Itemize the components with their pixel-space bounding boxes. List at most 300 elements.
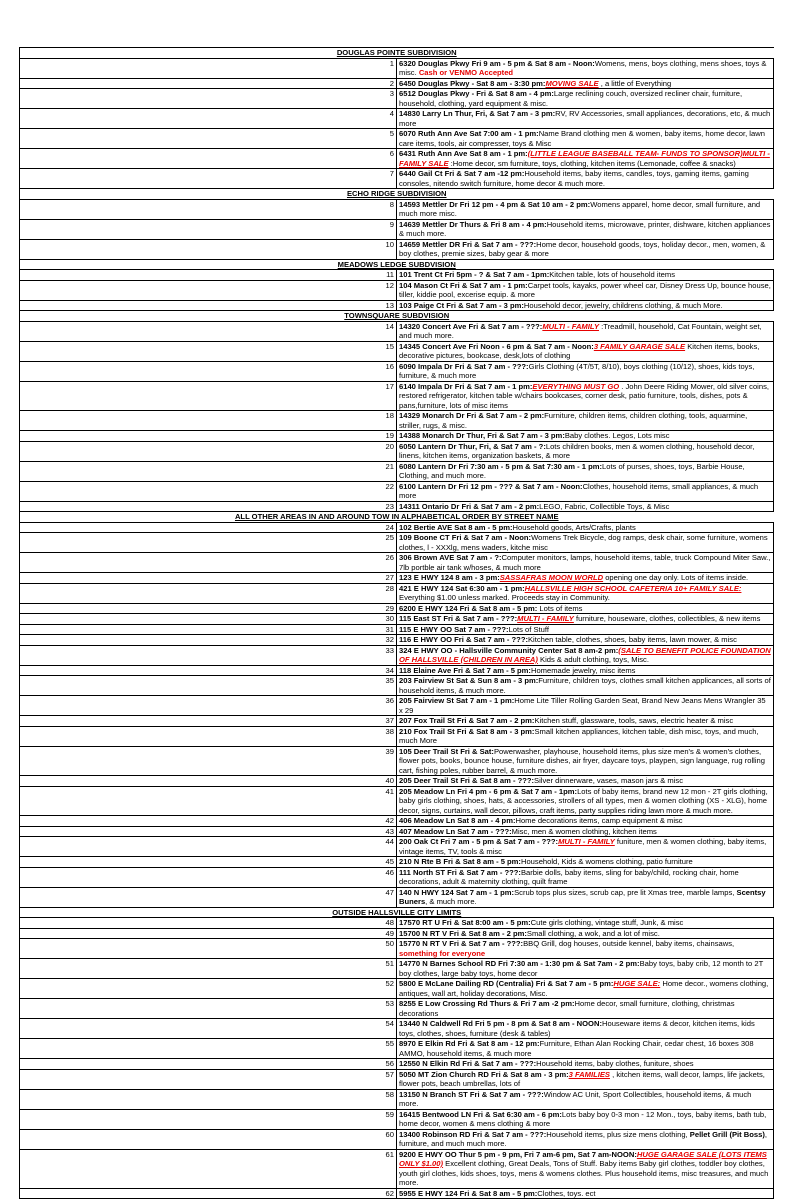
listing-row — [20, 411, 774, 431]
listing-row — [20, 716, 774, 727]
listing-items: Scrub tops plus sizes, scrub cap, pre lit Xmas tree, marble lamps, — [514, 887, 737, 897]
listing-items: Home decor., womens clothing, antiques, wall art, holiday decorations, Misc. — [399, 979, 769, 998]
listing-row — [20, 58, 774, 78]
listing-description — [397, 89, 774, 109]
listing-address: 324 E HWY OO - Hallsville Community Center Sat 8 am-2 pm: — [399, 645, 619, 655]
listing-description — [397, 816, 774, 827]
listing-number: 3 — [20, 89, 397, 109]
listing-row — [20, 149, 774, 169]
listing-description — [397, 199, 774, 219]
listing-address: 306 Brown AVE Sat 7 am - ?: — [399, 553, 502, 562]
listing-items: Furniture, children toys, clothes small kitchen applicances, all sorts of household items, & much more. — [399, 676, 771, 695]
listing-row — [20, 826, 774, 837]
listing-description — [397, 1129, 774, 1149]
listing-address: 5955 E HWY 124 Fri & Sat 8 am - 5 pm: — [399, 1188, 538, 1198]
listing-items: Kitchen items, books, decorative pictures, bookcase, desk,lots of clothing — [399, 341, 760, 360]
listing-description — [397, 481, 774, 501]
listing-row — [20, 78, 774, 89]
listing-row — [20, 1129, 774, 1149]
listing-address: 14770 N Barnes School RD Fri 7:30 am - 1:30 pm & Sat 7am - 2 pm: — [399, 959, 640, 968]
listing-highlight: 3 FAMILY GARAGE SALE — [593, 341, 686, 351]
listing-row — [20, 665, 774, 676]
listing-description — [397, 979, 774, 999]
listing-row — [20, 583, 774, 603]
listing-description — [397, 716, 774, 727]
listing-description — [397, 58, 774, 78]
listing-description — [397, 321, 774, 341]
listing-description — [397, 280, 774, 300]
listing-items: Houseware items & decor, kitchen items, kids toys, clothes, shoes, furniture (desk & tables) — [399, 1019, 755, 1038]
listing-row — [20, 361, 774, 381]
listing-description — [397, 857, 774, 868]
listing-items: funiture, men & women clothing, baby items, vintage items, TV, tools & misc — [399, 837, 767, 856]
listing-address: 6200 E HWY 124 Fri & Sat 8 am - 5 pm: — [399, 603, 538, 613]
listing-items: LEGO, Fabric, Collectible Toys, & Misc — [539, 501, 670, 511]
listing-highlight: EVERYTHING MUST GO — [532, 381, 620, 391]
listing-row — [20, 431, 774, 442]
listing-items: Womens apparel, home decor, small furniture, and much more misc. — [399, 199, 761, 218]
listing-highlight: (SALE TO BENEFIT POLICE FOUNDATION OF HALLSVILLE (CHILDREN IN AREA) — [399, 645, 771, 664]
listing-description — [397, 1149, 774, 1188]
listing-items: Baby toys, baby crib, 12 month to 2T boy clothes, large baby toys, home decor — [399, 959, 764, 978]
listing-address: 115 E HWY OO Sat 7 am - ???: — [399, 624, 509, 634]
listing-items-tail: , furniture, and much much more. — [399, 1129, 768, 1148]
listing-description — [397, 169, 774, 189]
listing-row — [20, 1109, 774, 1129]
listing-number: 44 — [20, 837, 397, 857]
listing-items: Lots baby boy 0-3 mon - 12 Mon., toys, baby items, bath tub, home decor, women & mens clothing & more — [399, 1109, 767, 1128]
listing-description — [397, 776, 774, 787]
listing-row — [20, 776, 774, 787]
listing-items: Baby clothes. Legos, Lots misc — [564, 431, 670, 440]
listing-number: 10 — [20, 239, 397, 259]
section-title: ALL OTHER AREAS IN AND AROUND TOW IN ALPHABETICAL ORDER BY STREET NAME — [20, 512, 774, 523]
listing-number: 16 — [20, 361, 397, 381]
listing-description — [397, 239, 774, 259]
listing-description — [397, 1089, 774, 1109]
listing-description — [397, 1039, 774, 1059]
listing-address: 407 Meadow Ln Sat 7 am - ???: — [399, 826, 512, 836]
listing-items: Household goods, Arts/Crafts, plants — [512, 522, 636, 532]
listing-address: 16415 Bentwood LN Fri & Sat 6:30 am - 6 pm: — [399, 1109, 562, 1119]
listing-items: RV, RV Accessories, small appliances, decorations, etc, & much more — [399, 109, 771, 128]
listing-row — [20, 645, 774, 665]
listing-row — [20, 746, 774, 776]
listing-number: 39 — [20, 746, 397, 776]
listing-items: Household decor, jewelry, childrens clothing, & much More. — [523, 300, 723, 310]
section-title: TOWNSQUARE SUBDVISION — [20, 311, 774, 322]
listing-address: 210 N Rte B Fri & Sat 8 am - 5 pm: — [399, 857, 521, 866]
listing-address: 6320 Douglas Pkwy Fri 9 am - 5 pm & Sat 8 am - Noon: — [399, 58, 595, 68]
listing-number: 7 — [20, 169, 397, 189]
listing-number: 17 — [20, 381, 397, 411]
listing-number: 31 — [20, 624, 397, 635]
listing-description — [397, 999, 774, 1019]
listing-number: 11 — [20, 270, 397, 281]
listing-description — [397, 583, 774, 603]
listing-highlight: HUGE SALE: — [613, 979, 661, 988]
listing-address: 123 E HWY 124 8 am - 3 pm: — [399, 573, 500, 582]
listing-address: 9200 E HWY OO Thur 5 pm - 9 pm, Fri 7 am-6 pm, Sat 7 am-NOON: — [399, 1149, 637, 1159]
listing-row — [20, 300, 774, 311]
listing-address: 6440 Gail Ct Fri & Sat 7 am -12 pm: — [399, 169, 525, 178]
listing-items: , kitchen items, wall decor, lamps, life jackets, flower pots, beach umbrellas, lots of — [399, 1069, 765, 1088]
listing-highlight: HUGE GARAGE SALE (LOTS ITEMS ONLY $1.00) — [399, 1149, 767, 1168]
listing-items: Womens, mens, boys clothing, mens shoes, toys & misc. — [399, 58, 767, 77]
listing-number: 52 — [20, 979, 397, 999]
listing-items: Home decor, household goods, toys, holiday decor., men, women, & boy clothes, premie sizes, baby gear & more — [399, 239, 766, 258]
listing-description — [397, 533, 774, 553]
listing-description — [397, 837, 774, 857]
listing-row — [20, 614, 774, 625]
listing-row — [20, 918, 774, 929]
listing-row — [20, 129, 774, 149]
listing-row — [20, 959, 774, 979]
listing-description — [397, 573, 774, 584]
listing-number: 27 — [20, 573, 397, 584]
listing-bold-item: Scentsy Buners — [399, 887, 766, 906]
listing-items: Lots of Stuff — [508, 624, 549, 634]
listing-address: 203 Fairview St Sat & Sun 8 am - 3 pm: — [399, 676, 539, 685]
listing-address: 6100 Lantern Dr Fri 12 pm - ??? & Sat 7 am - Noon: — [399, 481, 583, 491]
listing-items: Large reclining couch, oversized recliner chair, furniture, household, clothing, yard equipment & misc. — [399, 89, 743, 108]
listing-row — [20, 481, 774, 501]
listing-address: 12550 N Elkin Rd Fri & Sat 7 am - ???: — [399, 1059, 537, 1068]
section-header-row — [20, 907, 774, 918]
listing-number: 41 — [20, 786, 397, 816]
listing-red-note: Cash or VENMO Accepted — [418, 68, 514, 77]
listing-description — [397, 1019, 774, 1039]
listing-number: 18 — [20, 411, 397, 431]
listing-row — [20, 837, 774, 857]
listing-row — [20, 1019, 774, 1039]
listing-description — [397, 696, 774, 716]
listing-number: 24 — [20, 522, 397, 533]
listing-items: Household items, baby clothes, funiture, shoes — [536, 1059, 694, 1068]
listing-description — [397, 939, 774, 959]
section-header-row — [20, 259, 774, 270]
listing-items: Lots of purses, shoes, toys, Barbie House, Clothing, and much more. — [399, 461, 745, 480]
section-header-row — [20, 48, 774, 59]
listing-items: Window AC Unit, Sport Collectibles, household items, & much more. — [399, 1089, 752, 1108]
listing-number: 47 — [20, 887, 397, 907]
listing-row — [20, 816, 774, 827]
listing-address: 17570 RT U Fri & Sat 8:00 am - 5 pm: — [399, 918, 531, 927]
listing-description — [397, 441, 774, 461]
listing-row — [20, 461, 774, 481]
listing-number: 5 — [20, 129, 397, 149]
listing-items: Home decor, small furniture, clothing, christmas decorations — [399, 999, 735, 1018]
listing-row — [20, 1069, 774, 1089]
listing-address: 205 Deer Trail St Fri & Sat 8 am - ???: — [399, 776, 535, 785]
listing-description — [397, 676, 774, 696]
listing-address: 14659 Mettler DR Fri & Sat 7 am - ???: — [399, 239, 537, 249]
listing-items: Girls Clothing (4T/5T, 8/10), boys clothing (10/12), shoes, kids toys, furniture, & much more — [399, 361, 755, 380]
listing-items: Household items, baby items, candles, toys, gaming items, gaming consoles, nitendo switch furniture, home decor & much more. — [399, 169, 749, 188]
listing-number: 59 — [20, 1109, 397, 1129]
listing-address: 421 E HWY 124 Sat 6:30 am - 1 pm: — [399, 583, 525, 593]
listing-red-note: something for everyone — [399, 948, 486, 958]
listing-number: 4 — [20, 109, 397, 129]
listing-description — [397, 645, 774, 665]
section-title: OUTSIDE HALLSVILLE CITY LIMITS — [20, 907, 774, 918]
listing-row — [20, 1149, 774, 1188]
section-header-row — [20, 311, 774, 322]
listing-description — [397, 431, 774, 442]
listing-items: Barbie dolls, baby items, sling for baby/child, rocking chair, home decorations, adult & maternity clothing, quilt frame — [399, 867, 739, 886]
section-header-row — [20, 189, 774, 200]
listing-number: 35 — [20, 676, 397, 696]
section-header-row — [20, 512, 774, 523]
listing-row — [20, 928, 774, 939]
listing-number: 58 — [20, 1089, 397, 1109]
listing-row — [20, 522, 774, 533]
listing-number: 48 — [20, 918, 397, 929]
listing-row — [20, 676, 774, 696]
listing-description — [397, 553, 774, 573]
listing-row — [20, 501, 774, 512]
listing-highlight: (LITTLE LEAGUE BASEBALL TEAM- FUNDS TO SPONSOR)MULTI - FAMILY SALE — [399, 149, 770, 168]
listing-highlight: MOVING SALE — [545, 78, 599, 88]
listing-description — [397, 219, 774, 239]
listing-number: 54 — [20, 1019, 397, 1039]
listing-items: Small kitchen appliances, kitchen table, dish misc, toys, and much, much More — [399, 726, 759, 745]
listing-description — [397, 411, 774, 431]
listing-address: 115 East ST Fri & Sat 7 am - ???: — [399, 614, 518, 623]
listing-items: Furniture, Ethan Alan Rocking Chair, cedar chest, 16 boxes 308 AMMO, household items, & much more — [399, 1039, 754, 1058]
listing-description — [397, 381, 774, 411]
listing-address: 102 Bertie AVE Sat 8 am - 5 pm: — [399, 522, 513, 532]
listing-address: 6431 Ruth Ann Ave Sat 8 am - 1 pm: — [399, 149, 528, 158]
listing-address: 101 Trent Ct Fri 5pm - ? & Sat 7 am - 1pm: — [399, 270, 550, 279]
listing-number: 61 — [20, 1149, 397, 1188]
listing-description — [397, 501, 774, 512]
listing-items: Kitchen table, clothes, shoes, baby items, lawn mower, & misc — [527, 635, 737, 644]
listing-number: 9 — [20, 219, 397, 239]
listing-highlight: HALLSVILLE HIGH SCHOOL CAFETERIA 10+ FAMILY SALE: — [524, 583, 742, 593]
listing-row — [20, 857, 774, 868]
listing-number: 22 — [20, 481, 397, 501]
listing-description — [397, 78, 774, 89]
listing-address: 14639 Mettler Dr Thurs & Fri 8 am - 4 pm: — [399, 219, 547, 229]
listing-address: 109 Boone CT Fri & Sat 7 am - Noon: — [399, 533, 532, 542]
listing-address: 207 Fox Trail St Fri & Sat 7 am - 2 pm: — [399, 716, 535, 725]
listing-row — [20, 553, 774, 573]
listing-items: Home decorations items, camp equipment & misc — [515, 816, 683, 825]
listing-row — [20, 696, 774, 716]
listing-number: 50 — [20, 939, 397, 959]
listing-number: 25 — [20, 533, 397, 553]
listing-number: 2 — [20, 78, 397, 89]
listing-number: 46 — [20, 867, 397, 887]
listing-description — [397, 624, 774, 635]
listing-description — [397, 786, 774, 816]
listing-number: 42 — [20, 816, 397, 827]
listing-highlight: 3 FAMILIES — [568, 1069, 610, 1079]
listing-items: Misc, men & women clothing, kitchen items — [511, 826, 657, 836]
listing-address: 13440 N Caldwell Rd Fri 5 pm - 8 pm & Sat 8 am - NOON: — [399, 1019, 602, 1028]
listing-address: 6140 Impala Dr Fri & Sat 7 am - 1 pm: — [399, 381, 533, 391]
listing-items: Small clothing, a wok, and a lot of misc. — [526, 928, 660, 938]
listing-number: 23 — [20, 501, 397, 512]
listing-row — [20, 441, 774, 461]
listing-address: 13150 N Branch ST Fri & Sat 7 am - ???: — [399, 1089, 544, 1099]
listing-highlight: MULTI - FAMILY — [517, 614, 574, 623]
listing-row — [20, 341, 774, 361]
listing-row — [20, 999, 774, 1019]
listing-items: . John Deere Riding Mower, old silver coins, restored refrigerator, kitchen table w/chairs bookcases, corner desk, patio furniture, tools, dishes, pots & pans,furniture, lots of misc items — [399, 381, 769, 410]
listing-description — [397, 665, 774, 676]
listing-number: 8 — [20, 199, 397, 219]
listing-number: 13 — [20, 300, 397, 311]
listing-items: Silver dinnerware, vases, mason jars & misc — [534, 776, 684, 785]
listing-address: 14311 Ontario Dr Fri & Sat 7 am - 2 pm: — [399, 501, 540, 511]
listing-description — [397, 867, 774, 887]
listing-items-tail: , & much more. — [425, 897, 477, 906]
listing-description — [397, 149, 774, 169]
listing-items: Carpet tools, kayaks, power wheel car, Disney Dress Up, bounce house, tiller, kiddie pool, excerise equip. & more — [399, 280, 771, 299]
listing-number: 53 — [20, 999, 397, 1019]
listing-address: 140 N HWY 124 Sat 7 am - 1 pm: — [399, 887, 515, 897]
listing-address: 14320 Concert Ave Fri & Sat 7 am - ???: — [399, 321, 543, 331]
listing-address: 6512 Douglas Pkwy - Fri & Sat 8 am - 4 pm: — [399, 89, 554, 98]
listing-address: 210 Fox Trail St Fri & Sat 8 am - 3 pm: — [399, 726, 535, 736]
listing-highlight: SASSAFRAS MOON WORLD — [499, 573, 604, 582]
listing-description — [397, 726, 774, 746]
listing-description — [397, 129, 774, 149]
listing-items: BBQ Grill, dog houses, outside kennel, baby items, chainsaws, — [523, 939, 735, 948]
listing-items: , a little of Everything — [598, 78, 672, 88]
listing-description — [397, 1069, 774, 1089]
listing-number: 20 — [20, 441, 397, 461]
listing-row — [20, 270, 774, 281]
listing-number: 40 — [20, 776, 397, 787]
listing-number: 33 — [20, 645, 397, 665]
listing-number: 29 — [20, 603, 397, 614]
listing-description — [397, 959, 774, 979]
listing-highlight: MULTI - FAMILY — [558, 837, 615, 846]
listing-description — [397, 1188, 774, 1199]
listing-items: Household items, microwave, printer, dishware, kitchen appliances & much more. — [399, 219, 771, 238]
listing-bold-item: Pellet Grill (Pit Boss) — [689, 1129, 765, 1139]
listing-items: Clothes, household items, small appliances, & much more — [399, 481, 759, 500]
listing-row — [20, 1059, 774, 1070]
listing-number: 43 — [20, 826, 397, 837]
listing-number: 34 — [20, 665, 397, 676]
listing-address: 205 Meadow Ln Fri 4 pm - 6 pm & Sat 7 am - 1pm: — [399, 786, 578, 796]
listing-items: Home Lite Tiller Rolling Garden Seat, Brand New Jeans Mens Wrangler 35 x 29 — [399, 696, 766, 715]
listing-items: opening one day only. Lots of items inside. — [603, 573, 749, 582]
listing-row — [20, 939, 774, 959]
listing-items: Household, Kids & womens clothing, patio furniture — [520, 857, 693, 866]
listing-number: 55 — [20, 1039, 397, 1059]
listing-address: 200 Oak Ct Fri 7 am - 5 pm & Sat 7 am - ???: — [399, 837, 559, 846]
listing-description — [397, 300, 774, 311]
listing-address: 5050 MT Zion Church RD Fri & Sat 8 am - 3 pm: — [399, 1069, 569, 1079]
listing-address: 116 E HWY OO Fri & Sat 7 am - ???: — [399, 635, 528, 644]
listing-items: Lots of items — [537, 603, 583, 613]
listing-address: 103 Paige Ct Fri & Sat 7 am - 3 pm: — [399, 300, 524, 310]
listing-number: 30 — [20, 614, 397, 625]
listing-row — [20, 321, 774, 341]
listing-description — [397, 1059, 774, 1070]
listing-row — [20, 89, 774, 109]
listing-description — [397, 522, 774, 533]
listing-highlight: MULTI - FAMILY — [542, 321, 600, 331]
listing-description — [397, 603, 774, 614]
listing-number: 37 — [20, 716, 397, 727]
listing-address: 14830 Larry Ln Thur, Fri, & Sat 7 am - 3 pm: — [399, 109, 556, 118]
listing-address: 205 Fairview St Sat 7 am - 1 pm: — [399, 696, 515, 705]
listing-row — [20, 169, 774, 189]
listing-address: 14593 Mettler Dr Fri 12 pm - 4 pm & Sat 10 am - 2 pm: — [399, 199, 591, 209]
listing-address: 14345 Concert Ave Fri Noon - 6 pm & Sat 7 am - Noon: — [399, 341, 594, 351]
listing-description — [397, 341, 774, 361]
listing-items: :Home decor, sm furniture, toys, clothing, kitchen items (Lemonade, coffee & snacks) — [448, 158, 736, 168]
listing-address: 15770 N RT V Fri & Sat 7 am - ???: — [399, 939, 524, 948]
listing-address: 6090 Impala Dr Fri & Sat 7 am - ???: — [399, 361, 529, 371]
listing-address: 5800 E McLane Dailing RD (Centralia) Fri & Sat 7 am - 5 pm: — [399, 979, 614, 988]
listing-items: Kitchen table, lots of household items — [549, 270, 676, 279]
listing-description — [397, 461, 774, 481]
listing-address: 8255 E Low Crossing Rd Thurs & Fri 7 am -2 pm: — [399, 999, 575, 1008]
listing-number: 56 — [20, 1059, 397, 1070]
listing-description — [397, 270, 774, 281]
garage-sale-listing-sheet — [19, 47, 774, 1199]
listing-address: 13400 Robinson RD Fri & Sat 7 am - ???: — [399, 1129, 547, 1139]
listing-row — [20, 1089, 774, 1109]
listing-items: Kitchen stuff, glassware, tools, saws, electric heater & misc — [534, 716, 734, 725]
listing-row — [20, 726, 774, 746]
listing-description — [397, 109, 774, 129]
listing-address: 8970 E Elkin Rd Fri & Sat 8 am - 12 pm: — [399, 1039, 540, 1048]
listing-description — [397, 887, 774, 907]
listing-address: 14388 Monarch Dr Thur, Fri & Sat 7 am - 3 pm: — [399, 431, 565, 440]
listing-number: 49 — [20, 928, 397, 939]
listing-items: Name Brand clothing men & women, baby items, home decor, lawn care items, tools, air compresser, toys & Misc — [399, 129, 765, 148]
listing-address: 118 Elaine Ave Fri & Sat 7 am - 5 pm: — [399, 665, 531, 675]
listing-items: Furniture, children items, children clothing, tools, aquarmine, striller, rugs, & misc. — [399, 411, 748, 430]
listing-description — [397, 1109, 774, 1129]
listing-number: 26 — [20, 553, 397, 573]
listing-number: 38 — [20, 726, 397, 746]
listing-items: Lots of baby items, brand new 12 mon - 2T girls clothing, baby girls clothing, shoes, hats, & accessories, strollers of all types, men & women clothing (XS - XLG), home decor, signs, curtains, wall decor, pillows, craft items, party supplies riding lawn more & much more. — [399, 786, 768, 815]
listing-address: 6450 Douglas Pkwy - Sat 8 am - 3:30 pm: — [399, 78, 546, 88]
listing-row — [20, 867, 774, 887]
listing-table — [19, 47, 774, 1199]
listing-row — [20, 280, 774, 300]
listing-row — [20, 219, 774, 239]
listing-items: Homemade jewelry, misc items — [530, 665, 636, 675]
listing-items: furniture, houseware, clothes, collectibles, & new items — [573, 614, 761, 623]
listing-row — [20, 786, 774, 816]
listing-address: 6050 Lantern Dr Thur, Fri, & Sat 7 am - ?: — [399, 441, 546, 451]
listing-items: Clothes, toys. ect — [537, 1188, 596, 1198]
listing-row — [20, 1188, 774, 1199]
listing-number: 12 — [20, 280, 397, 300]
listing-description — [397, 614, 774, 625]
listing-address: 406 Meadow Ln Sat 8 am - 4 pm: — [399, 816, 516, 825]
section-title: ECHO RIDGE SUBDIVISION — [20, 189, 774, 200]
listing-address: 6080 Lantern Dr Fri 7:30 am - 5 pm & Sat 7:30 am - 1 pm: — [399, 461, 602, 471]
listing-description — [397, 918, 774, 929]
listing-row — [20, 603, 774, 614]
listing-row — [20, 199, 774, 219]
listing-number: 21 — [20, 461, 397, 481]
listing-row — [20, 239, 774, 259]
listing-description — [397, 635, 774, 646]
listing-row — [20, 979, 774, 999]
